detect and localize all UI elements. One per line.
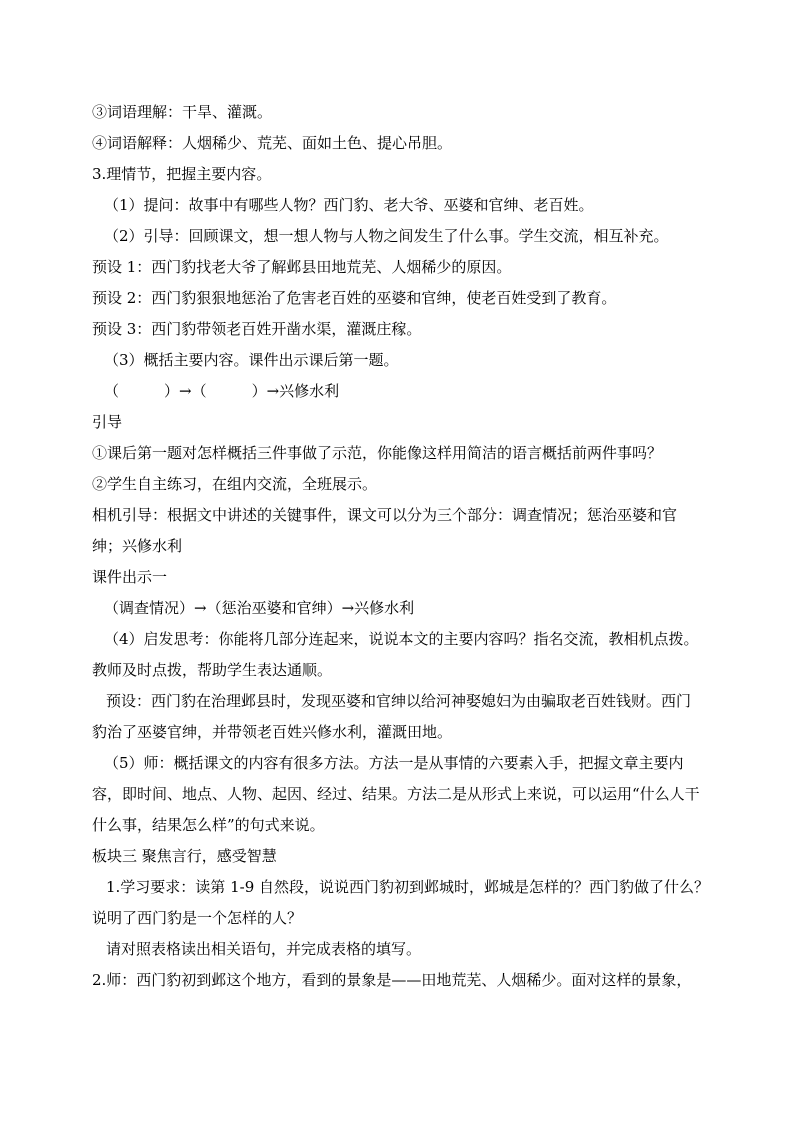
guide-review: （2）引导：回顾课文，想一想人物与人物之间发生了什么事。学生交流，相互补充。 <box>104 227 669 245</box>
guide-parts-line-1: 相机引导：根据文中讲述的关键事件，课文可以分为三个部分：调查情况；惩治巫婆和官 <box>92 506 678 524</box>
teacher-methods-line-1: （5）师：概括课文的内容有很多方法。方法一是从事情的六要素入手，把握文章主要内 <box>104 754 684 772</box>
inspire-thinking-line-2: 教师及时点拨，帮助学生表达通顺。 <box>92 661 333 679</box>
guide-parts-line-2: 绅；兴修水利 <box>92 537 183 555</box>
teacher-scene-line: 2.师：西门豹初到邺这个地方，看到的景象是——田地荒芜、人烟稀少。面对这样的景象， <box>92 971 692 989</box>
preset-2: 预设 2：西门豹狠狠地惩治了危害老百姓的巫婆和官绅，使老百姓受到了教育。 <box>92 289 617 307</box>
preset-3: 预设 3：西门豹带领老百姓开凿水渠，灌溉庄稼。 <box>92 320 422 338</box>
vocab-explanation-line: ④词语解释：人烟稀少、荒芜、面如土色、提心吊胆。 <box>92 134 453 152</box>
preset-1: 预设 1：西门豹找老大爷了解邺县田地荒芜、人烟稀少的原因。 <box>92 258 512 276</box>
guide-label: 引导 <box>92 413 123 431</box>
inspire-thinking-line-1: （4）启发思考：你能将几部分连起来，说说本文的主要内容吗？指名交流，教相机点拨。 <box>104 630 699 648</box>
learning-requirement-line-2: 说明了西门豹是一个怎样的人？ <box>92 909 303 927</box>
guide-step-2: ②学生自主练习，在组内交流，全班展示。 <box>92 475 378 493</box>
guide-step-1: ①课后第一题对怎样概括三件事做了示范，你能像这样用简洁的语言概括前两件事吗？ <box>92 444 663 462</box>
fill-blank-chain: （ ）→（ ）→兴修水利 <box>104 382 340 400</box>
learning-requirement-line-1: 1.学习要求：读第 1-9 自然段，说说西门豹初到邺城时，邺城是怎样的？西门豹做了什么？ <box>106 878 710 896</box>
table-instruction: 请对照表格读出相关语句，并完成表格的填写。 <box>106 940 422 958</box>
section-heading-plot: 3.理情节，把握主要内容。 <box>92 165 272 183</box>
preset-summary-line-1: 预设：西门豹在治理邺县时，发现巫婆和官绅以给河神娶媳妇为由骗取老百姓钱财。西门 <box>106 692 692 710</box>
teacher-methods-line-3: 什么事，结果怎么样”的句式来说。 <box>92 816 325 834</box>
vocab-understanding-line: ③词语理解：干旱、灌溉。 <box>92 103 273 121</box>
answer-chain: （调查情况）→（惩治巫婆和官绅）→兴修水利 <box>104 599 415 617</box>
question-characters: （1）提问：故事中有哪些人物？西门豹、老大爷、巫婆和官绅、老百姓。 <box>104 196 594 214</box>
teacher-methods-line-2: 容，即时间、地点、人物、起因、经过、结果。方法二是从形式上来说，可以运用“什么人干 <box>92 785 700 803</box>
preset-summary-line-2: 豹治了巫婆官绅，并带领老百姓兴修水利，灌溉田地。 <box>92 723 453 741</box>
courseware-label: 课件出示一 <box>92 568 168 586</box>
summarize-main-content: （3）概括主要内容。课件出示课后第一题。 <box>104 351 399 369</box>
block-three-heading: 板块三 聚焦言行，感受智慧 <box>92 847 277 865</box>
document-body <box>92 97 712 996</box>
